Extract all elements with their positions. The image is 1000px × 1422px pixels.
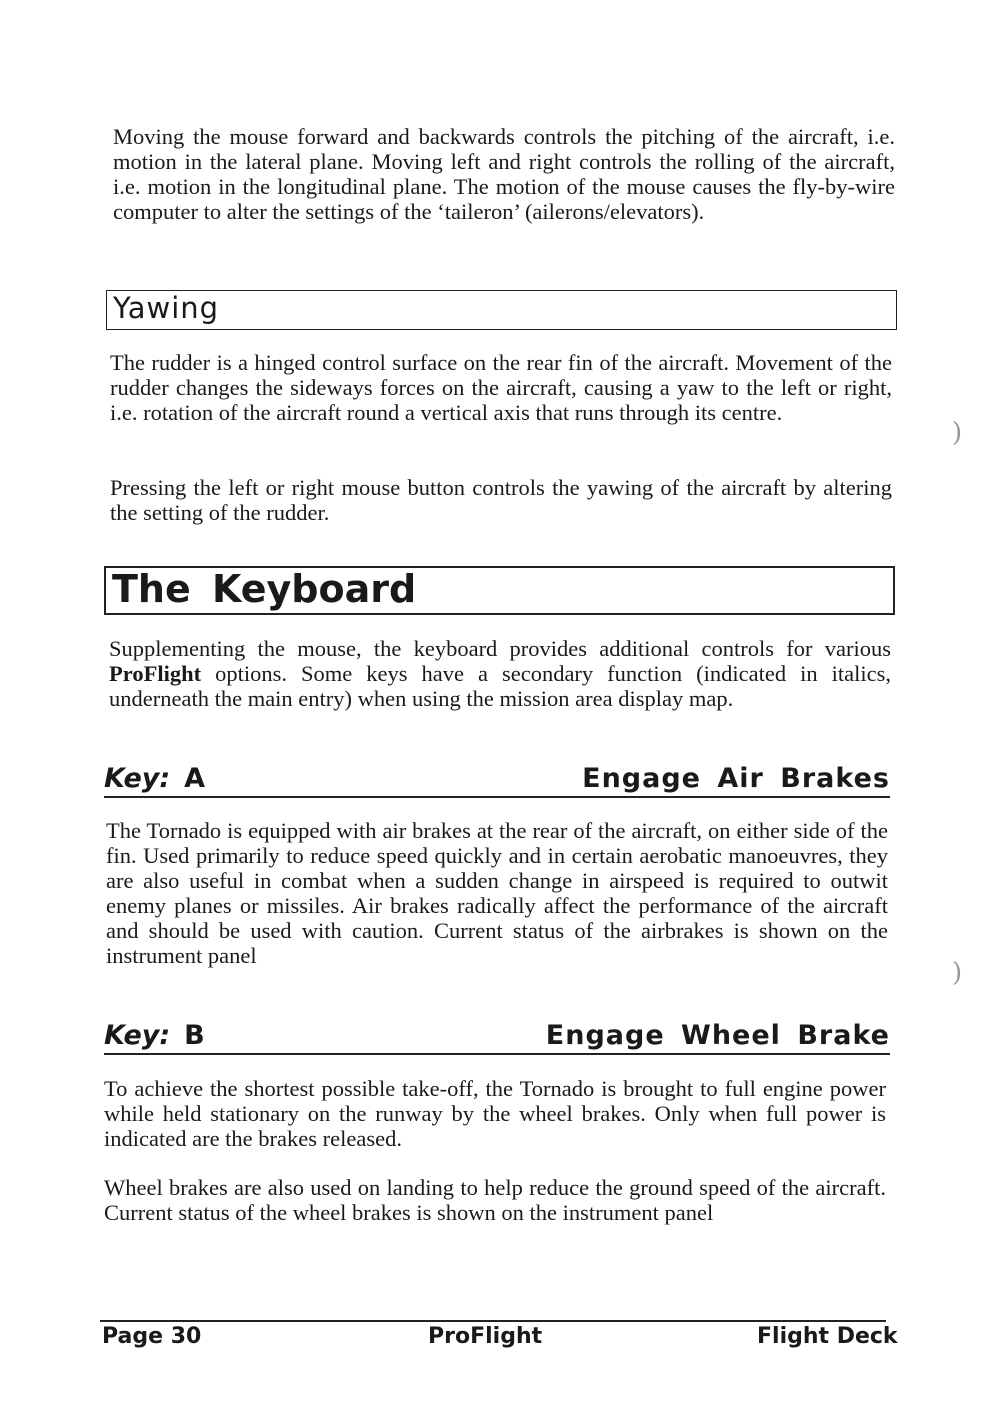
key-a-label-group	[104, 763, 205, 794]
keyboard-heading-box	[104, 566, 895, 615]
keyboard-intro-end: options. Some keys have a secondary function (indicated in italics, underneath the main entry) when using the mission area display map.	[109, 661, 891, 711]
keyboard-intro	[109, 636, 891, 711]
intro-paragraph: Moving the mouse forward and backwards controls the pitching of the aircraft, i.e. motion in the lateral plane. Moving left and right controls the rolling of the aircraft, i.e. motion in the longitudinal plane. The motion of the mouse causes the fly-by-wire computer to alter the settings of the ‘taileron’ (ailerons/elevators).	[113, 124, 895, 224]
key-b-paragraph-1: To achieve the shortest possible take-off, the Tornado is brought to full engine power while held stationary on the runway by the wheel brakes. Only when full power is indicated are the brakes released.	[104, 1076, 886, 1151]
keyboard-intro-start: Supplementing the mouse, the keyboard provides additional controls for various	[109, 636, 891, 661]
key-b-value: B	[184, 1020, 205, 1051]
key-a-label: Key:	[104, 763, 171, 794]
key-b-title: Engage Wheel Brake	[545, 1020, 890, 1051]
binding-mark-top: )	[952, 418, 963, 448]
footer-page-number: Page 30	[102, 1324, 202, 1349]
yawing-paragraph-2: Pressing the left or right mouse button controls the yawing of the aircraft by altering the setting of the rudder.	[110, 475, 892, 525]
footer-section: Flight Deck	[757, 1324, 898, 1349]
key-b-label-group	[104, 1020, 205, 1051]
keyboard-intro-product: ProFlight	[109, 661, 202, 686]
keyboard-heading: The Keyboard	[112, 567, 417, 611]
key-a-paragraph: The Tornado is equipped with air brakes at the rear of the aircraft, on either side of the fin. Used primarily to reduce speed quickly and in certain aerobatic manoeuvres, they are also useful in combat when a sudden change in airspeed is required to outwit enemy planes or missiles. Air brakes radically affect the performance of the aircraft and should be used with caution. Current status of the airbrakes is shown on the instrument panel	[106, 818, 888, 968]
yawing-heading: Yawing	[113, 291, 220, 325]
key-b-paragraph-2: Wheel brakes are also used on landing to help reduce the ground speed of the aircraft. Current status of the wheel brakes is shown on the instrument panel	[104, 1175, 886, 1225]
footer-product: ProFlight	[428, 1324, 543, 1349]
yawing-heading-box	[106, 290, 897, 330]
key-b-label: Key:	[104, 1020, 171, 1051]
footer-rule	[100, 1320, 886, 1322]
key-a-value: A	[184, 763, 206, 794]
key-a-title: Engage Air Brakes	[582, 763, 890, 794]
key-b-row	[104, 1013, 890, 1055]
yawing-paragraph-1: The rudder is a hinged control surface on the rear fin of the aircraft. Movement of the rudder changes the sideways forces on the aircraft, causing a yaw to the left or right, i.e. rotation of the aircraft round a vertical axis that runs through its centre.	[110, 350, 892, 425]
key-a-row	[104, 756, 890, 798]
binding-mark-bottom: )	[952, 958, 963, 988]
